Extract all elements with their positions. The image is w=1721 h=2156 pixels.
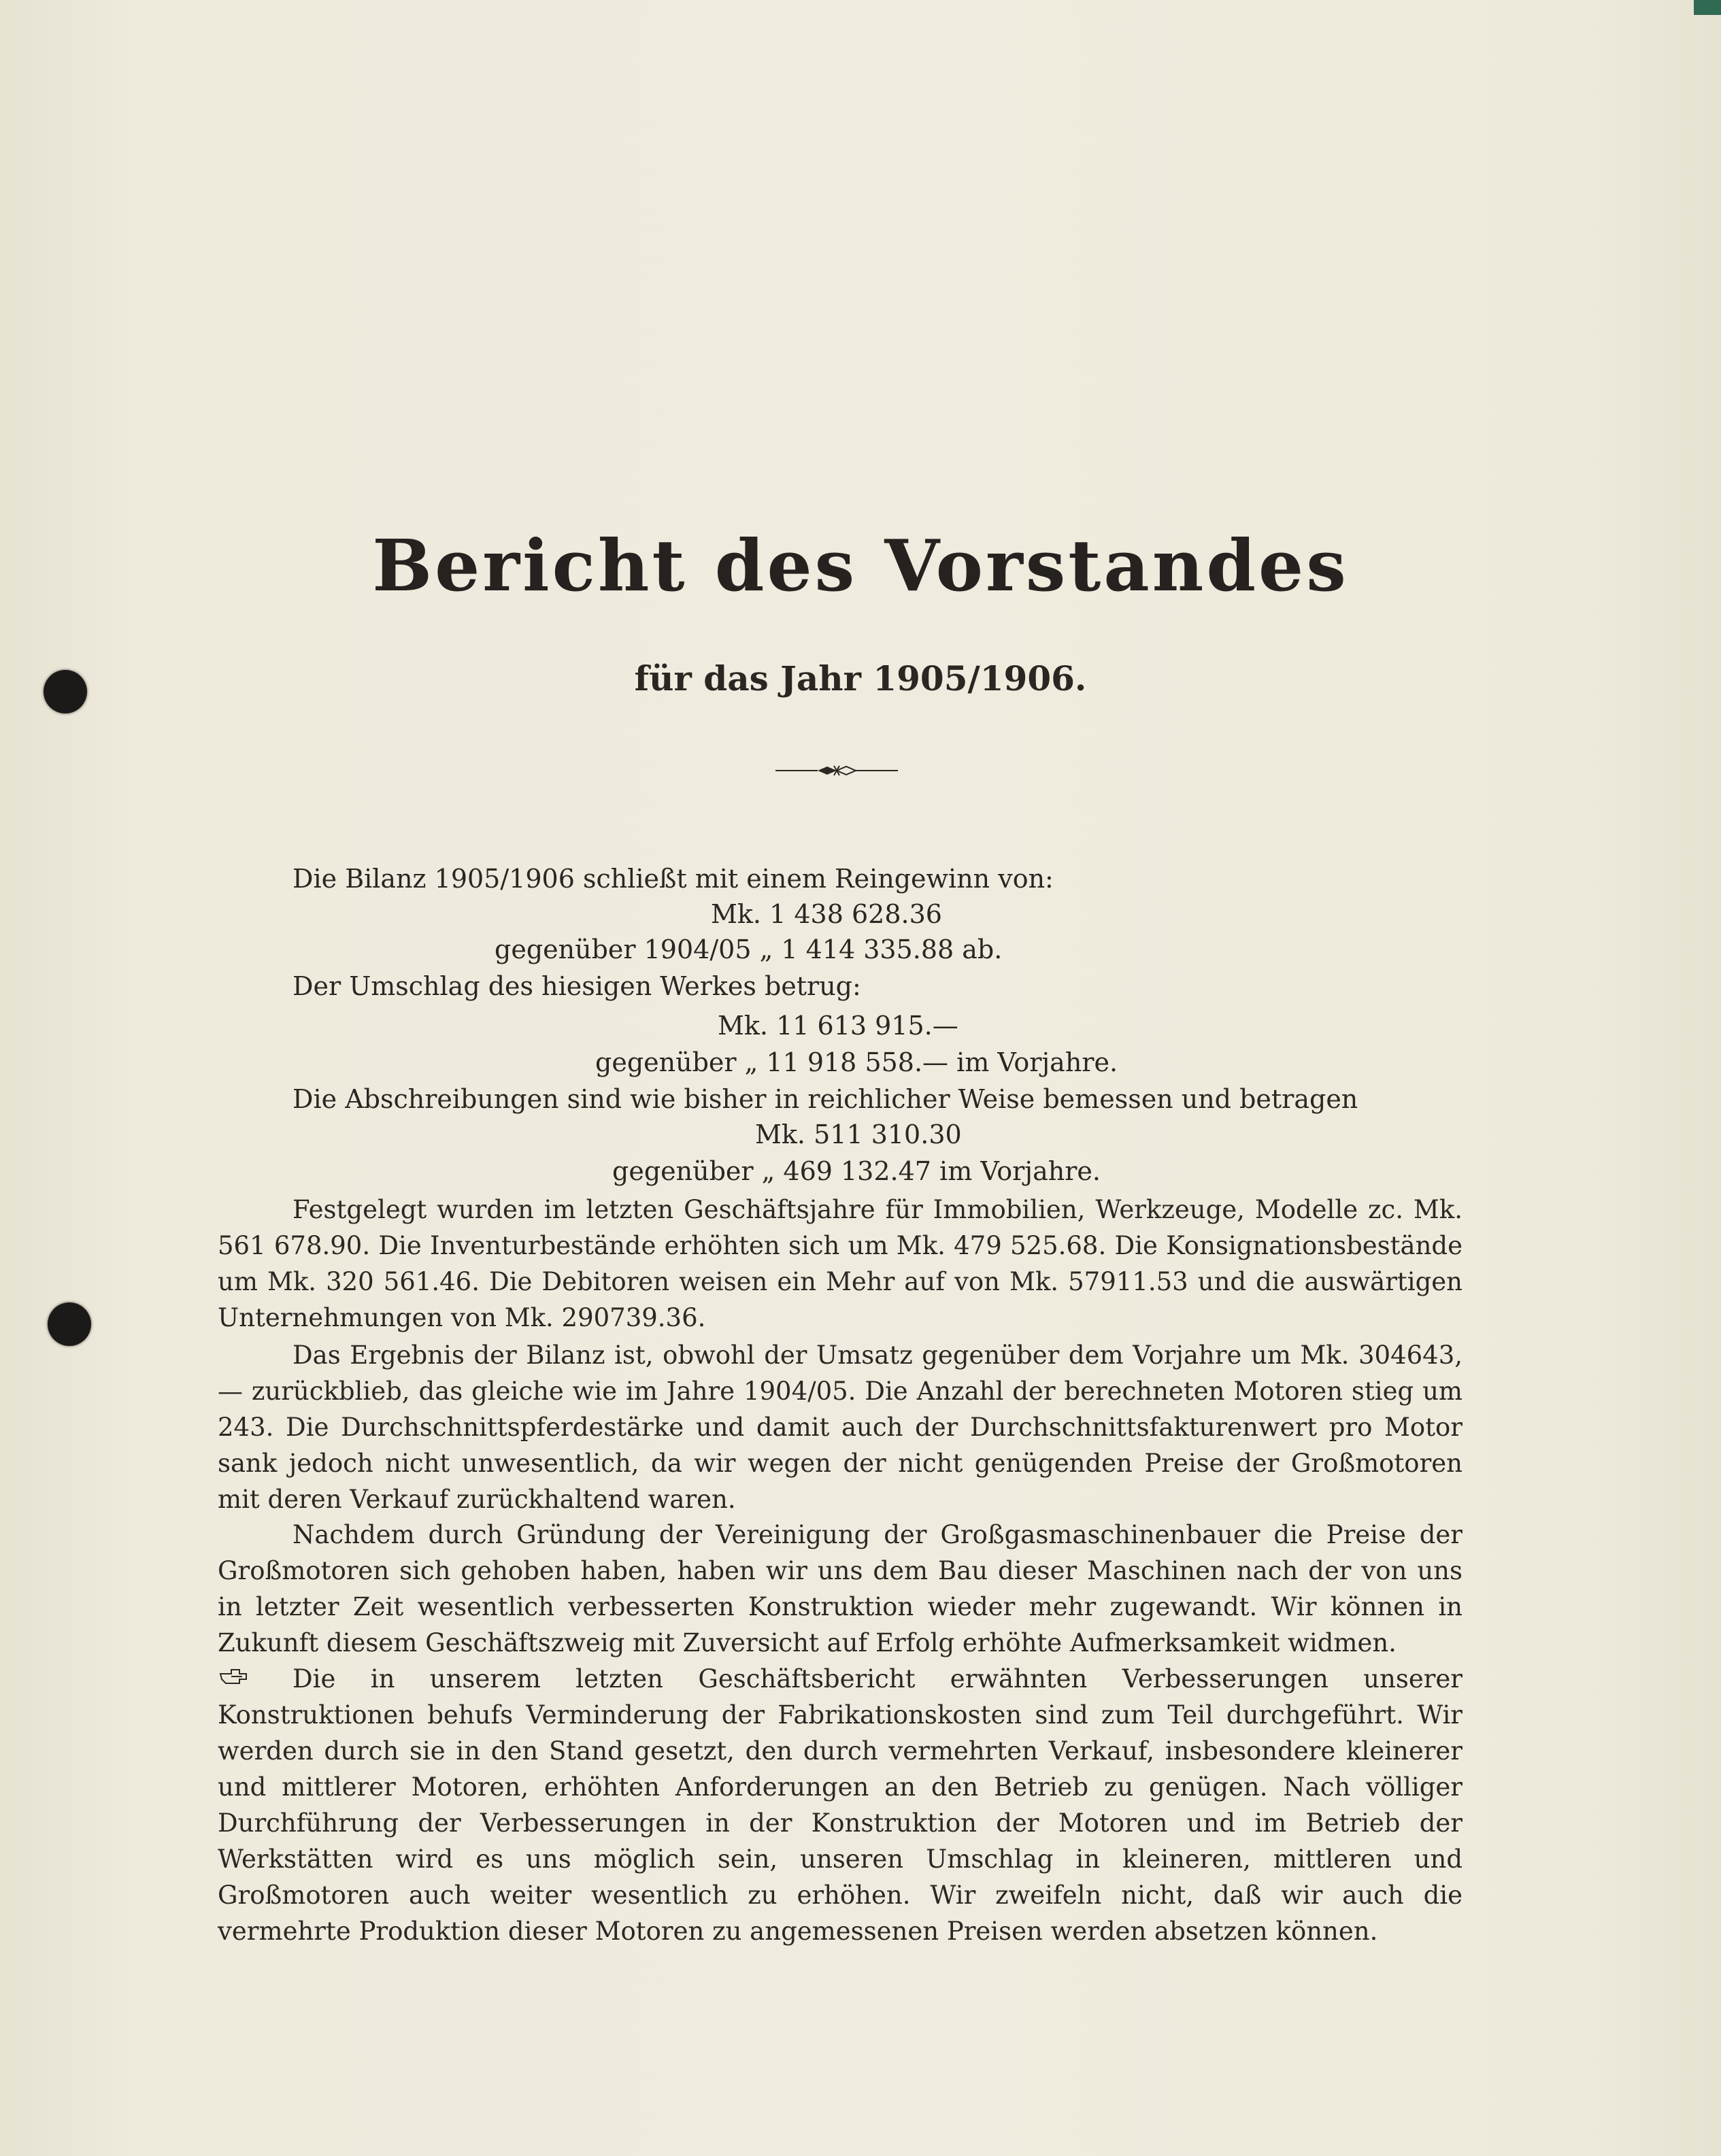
summary-turnover-intro: Der Umschlag des hiesigen Werkes betrug:: [293, 971, 861, 1001]
page-title: Bericht des Vorstandes: [372, 524, 1349, 607]
paragraph-balance-result: Das Ergebnis der Bilanz ist, obwohl der Umsatz gegenüber dem Vorjahre um Mk. 304643,— zurückblieb, das gleiche wie im Jahre 1904/05. Die Anzahl der berechneten Motoren stieg um 243. Die Durchschnittspferdestärke und damit auch der Durchschnittsfakturenwert pro Motor sank jedoch nicht unwesentlich, da wir wegen der nicht genügenden Preise der Großmotoren mit deren Verkauf zurückhaltend waren.: [218, 1341, 1463, 1514]
ornament-divider-icon: [775, 760, 898, 781]
pointing-hand-icon: [219, 1664, 249, 1687]
paragraph-large-engines: Nachdem durch Gründung der Vereinigung der Großgasmaschinenbauer die Preise der Großmotoren sich gehoben haben, haben wir uns dem Bau dieser Maschinen nach der von uns in letzter Zeit wesentlich verbesserten Konstruktion wieder mehr zugewandt. Wir können in Zukunft diesem Geschäftszweig mit Zuversicht auf Erfolg erhöhte Aufmerksamkeit widmen.: [218, 1520, 1463, 1657]
summary-depreciation-intro: Die Abschreibungen sind wie bisher in reichlicher Weise bemessen und betragen: [293, 1084, 1358, 1114]
page-subtitle: für das Jahr 1905/1906.: [634, 658, 1087, 698]
summary-profit-prev: gegenüber 1904/05 „ 1 414 335.88 ab.: [495, 934, 1003, 964]
summary-depreciation-prev: gegenüber „ 469 132.47 im Vorjahre.: [612, 1156, 1101, 1186]
paragraph-improvements: Die in unserem letzten Geschäftsbericht erwähnten Verbesserungen unserer Konstruktionen behufs Verminderung der Fabrikationskosten sind zum Teil durchgeführt. Wir werden durch sie in den Stand gesetzt, den durch vermehrten Verkauf, insbesondere kleinerer und mittlerer Motoren, erhöhten Anforderungen an den Betrieb zu genügen. Nach völliger Durchführung der Verbesserungen in der Konstruktion der Motoren und im Betrieb der Werkstätten wird es uns möglich sein, unseren Umschlag in kleineren, mittleren und Großmotoren auch weiter wesentlich zu erhöhen. Wir zweifeln nicht, daß wir auch die vermehrte Produktion dieser Motoren zu angemessenen Preisen werden absetzen können.: [218, 1664, 1463, 1946]
summary-depreciation: Mk. 511 310.30: [755, 1119, 962, 1149]
summary-intro: Die Bilanz 1905/1906 schließt mit einem Reingewinn von:: [293, 864, 1054, 894]
paragraph-investments: Festgelegt wurden im letzten Geschäftsjahre für Immobilien, Werkzeuge, Modelle zc. Mk. 561 678.90. Die Inventurbestände erhöhten sich um Mk. 479 525.68. Die Konsignationsbestände um Mk. 320 561.46. Die Debitoren weisen ein Mehr auf von Mk. 57911.53 und die auswärtigen Unternehmungen von Mk. 290739.36.: [218, 1195, 1463, 1332]
punch-hole-bottom: [48, 1302, 91, 1346]
summary-turnover: Mk. 11 613 915.—: [718, 1011, 958, 1041]
summary-turnover-prev: gegenüber „ 11 918 558.— im Vorjahre.: [595, 1047, 1118, 1077]
summary-profit: Mk. 1 438 628.36: [711, 899, 942, 929]
corner-color-tab: [1694, 0, 1721, 15]
